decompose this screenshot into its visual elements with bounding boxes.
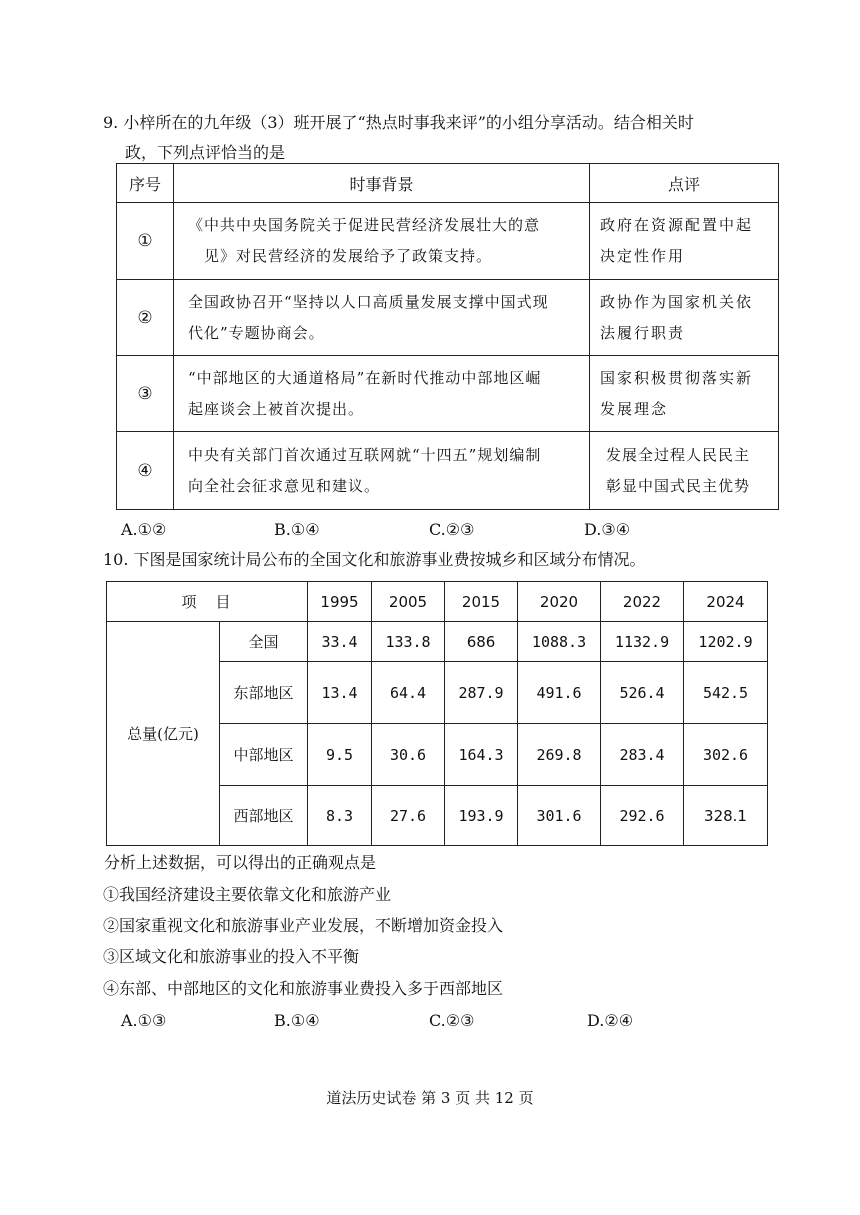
value-cell: 526.4 bbox=[601, 662, 684, 724]
value-cell: 328.1 bbox=[684, 786, 768, 846]
comment-text: 彰显中国式民主优势 bbox=[606, 476, 751, 495]
region-label: 东部地区 bbox=[220, 662, 308, 724]
option-b: B.①④ bbox=[274, 520, 320, 539]
background-cell bbox=[174, 203, 590, 280]
q9-stem-line1: 9. 小梓所在的九年级（3）班开展了“热点时事我来评”的小组分享活动。结合相关时 bbox=[103, 113, 694, 132]
option-a: A.①③ bbox=[121, 1011, 167, 1030]
statement: ①我国经济建设主要依靠文化和旅游产业 bbox=[103, 885, 392, 904]
background-text: 全国政协召开“坚持以人口高质量发展支撑中国式现 bbox=[188, 292, 549, 311]
value-cell: 542.5 bbox=[684, 662, 768, 724]
statement: ④东部、中部地区的文化和旅游事业费投入多于西部地区 bbox=[103, 979, 504, 998]
option-b: B.①④ bbox=[274, 1011, 320, 1030]
comment-text: 法履行职责 bbox=[600, 323, 686, 342]
q10-table-header bbox=[107, 582, 768, 622]
value-cell: 491.6 bbox=[518, 662, 601, 724]
comment-text: 国家积极贯彻落实新 bbox=[600, 368, 754, 387]
comment-cell bbox=[590, 432, 779, 510]
region-label: 西部地区 bbox=[220, 786, 308, 846]
value-cell: 33.4 bbox=[308, 622, 372, 662]
comment-cell bbox=[590, 356, 779, 432]
table-row bbox=[107, 622, 768, 662]
background-text: 《中共中央国务院关于促进民营经济发展壮大的意 bbox=[188, 216, 541, 234]
option-c: C.②③ bbox=[429, 520, 475, 539]
value-cell: 30.6 bbox=[372, 724, 445, 786]
option-a: A.①② bbox=[121, 520, 167, 539]
year-header: 1995 bbox=[308, 582, 372, 622]
table-row bbox=[117, 356, 779, 432]
background-cell bbox=[174, 432, 590, 510]
comment-text: 决定性作用 bbox=[600, 247, 686, 265]
option-d: D.②④ bbox=[587, 1011, 634, 1030]
value-cell: 8.3 bbox=[308, 786, 372, 846]
background-text: 中央有关部门首次通过互联网就“十四五”规划编制 bbox=[188, 445, 542, 464]
region-label: 中部地区 bbox=[220, 724, 308, 786]
q10-prompt: 分析上述数据，可以得出的正确观点是 bbox=[104, 853, 377, 872]
value-cell: 13.4 bbox=[308, 662, 372, 724]
comment-cell bbox=[590, 280, 779, 356]
item-header: 项 目 bbox=[107, 582, 308, 622]
value-cell: 193.9 bbox=[445, 786, 518, 846]
value-cell: 164.3 bbox=[445, 724, 518, 786]
value-cell: 9.5 bbox=[308, 724, 372, 786]
q9-options bbox=[0, 519, 860, 541]
header-cell: 点评 bbox=[590, 164, 779, 203]
row-number: ① bbox=[117, 203, 174, 280]
option-d: D.③④ bbox=[584, 520, 631, 539]
table-row bbox=[117, 203, 779, 280]
value-cell: 302.6 bbox=[684, 724, 768, 786]
value-cell: 287.9 bbox=[445, 662, 518, 724]
background-text: 向全社会征求意见和建议。 bbox=[188, 476, 381, 495]
comment-text: 发展全过程人民民主 bbox=[606, 445, 751, 464]
background-text: “中部地区的大通道格局”在新时代推动中部地区崛 bbox=[188, 368, 542, 387]
value-cell: 27.6 bbox=[372, 786, 445, 846]
header-cell: 序号 bbox=[117, 164, 174, 203]
year-header: 2022 bbox=[601, 582, 684, 622]
q10-options bbox=[0, 1010, 860, 1032]
row-number: ④ bbox=[117, 432, 174, 510]
year-header: 2024 bbox=[684, 582, 768, 622]
value-cell: 1202.9 bbox=[684, 622, 768, 662]
comment-text: 政府在资源配置中起 bbox=[600, 216, 754, 234]
table-row bbox=[117, 280, 779, 356]
background-text: 起座谈会上被首次提出。 bbox=[188, 399, 365, 418]
value-cell: 1132.9 bbox=[601, 622, 684, 662]
value-cell: 301.6 bbox=[518, 786, 601, 846]
region-label: 全国 bbox=[220, 622, 308, 662]
option-c: C.②③ bbox=[429, 1011, 475, 1030]
q9-stem-line2: 政，下列点评恰当的是 bbox=[125, 143, 286, 162]
value-cell: 269.8 bbox=[518, 724, 601, 786]
row-number: ② bbox=[117, 280, 174, 356]
comment-text: 政协作为国家机关依 bbox=[600, 292, 754, 311]
value-cell: 1088.3 bbox=[518, 622, 601, 662]
header-cell: 时事背景 bbox=[174, 164, 590, 203]
background-cell bbox=[174, 356, 590, 432]
value-cell: 64.4 bbox=[372, 662, 445, 724]
statement: ③区域文化和旅游事业的投入不平衡 bbox=[103, 947, 360, 966]
comment-cell bbox=[590, 203, 779, 280]
comment-text: 发展理念 bbox=[600, 399, 669, 418]
background-text: 代化”专题协商会。 bbox=[188, 323, 325, 342]
value-cell: 283.4 bbox=[601, 724, 684, 786]
group-label: 总量(亿元) bbox=[107, 622, 220, 846]
row-number: ③ bbox=[117, 356, 174, 432]
table-row bbox=[117, 432, 779, 510]
year-header: 2015 bbox=[445, 582, 518, 622]
value-cell: 686 bbox=[445, 622, 518, 662]
q9-table bbox=[116, 163, 779, 510]
statement: ②国家重视文化和旅游事业产业发展，不断增加资金投入 bbox=[103, 916, 504, 935]
q10-stem: 10. 下图是国家统计局公布的全国文化和旅游事业费按城乡和区域分布情况。 bbox=[103, 550, 646, 569]
q10-data-table bbox=[106, 581, 768, 846]
year-header: 2020 bbox=[518, 582, 601, 622]
page-footer: 道法历史试卷 第 3 页 共 12 页 bbox=[326, 1089, 534, 1107]
background-text: 见》对民营经济的发展给予了政策支持。 bbox=[204, 247, 493, 265]
value-cell: 292.6 bbox=[601, 786, 684, 846]
background-cell bbox=[174, 280, 590, 356]
q9-table-header bbox=[117, 164, 779, 203]
year-header: 2005 bbox=[372, 582, 445, 622]
value-cell: 133.8 bbox=[372, 622, 445, 662]
